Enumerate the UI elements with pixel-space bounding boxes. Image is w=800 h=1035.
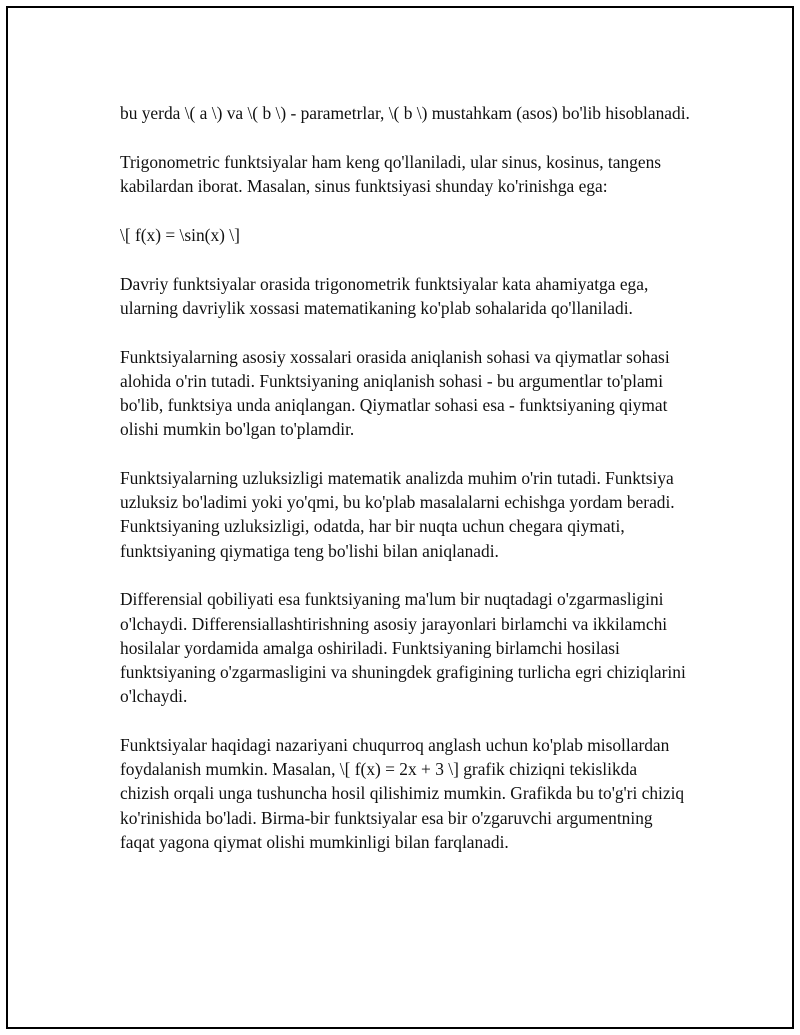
formula-sine: \[ f(x) = \sin(x) \] <box>120 224 240 245</box>
paragraph-domain-range: Funktsiyalarning asosiy xossalari orasida aniqlanish sohasi va qiymatlar sohasi alohida o'rin tutadi. Funktsiyaning aniqlanish sohasi - bu argumentlar to'plami bo'lib, funktsiya unda aniqlangan. Qiymatlar sohasi esa - funktsiyaning qiymat olishi mumkin bo'lgan to'plamdir. <box>120 346 670 440</box>
paragraph-continuity: Funktsiyalarning uzluksizligi matematik analizda muhim o'rin tutadi. Funktsiya uzluksiz bo'ladimi yoki yo'qmi, bu ko'plab masalalarni echishga yordam beradi. Funktsiyaning uzluksizligi, odatda, har bir nuqta uchun chegara qiymati, funktsiyaning qiymatiga teng bo'lishi bilan aniqlanadi. <box>120 468 675 561</box>
page-frame <box>6 6 794 1029</box>
paragraph-differential: Differensial qobiliyati esa funktsiyaning ma'lum bir nuqtadagi o'zgarmasligini o'lchaydi. Differensiallashtirishning asosiy jarayonlari birlamchi va ikkilamchi hosilalar yordamida amalga oshiriladi. Funktsiyaning birlamchi hosilasi funktsiyaning o'zgarmasligini va shuningdek grafigining turlicha egri chiziqlarini o'lchaydi. <box>120 589 686 707</box>
paragraph-periodic: Davriy funktsiyalar orasida trigonometrik funktsiyalar kata ahamiyatga ega, ularning davriylik xossasi matematikaning ko'plab sohalarida qo'llaniladi. <box>120 273 649 318</box>
paragraph-parameters: bu yerda \( a \) va \( b \) - parametrlar, \( b \) mustahkam (asos) bo'lib hisoblanadi. <box>120 103 690 123</box>
document-body <box>120 101 690 879</box>
paragraph-examples: Funktsiyalar haqidagi nazariyani chuqurroq anglash uchun ko'plab misollardan foydalanish mumkin. Masalan, \[ f(x) = 2x + 3 \] grafik chiziqni tekislikda chizish orqali unga tushuncha hosil qilishimiz mumkin. Grafikda bu to'g'ri chiziq ko'rinishida bo'ladi. Birma-bir funktsiyalar esa bir o'zgaruvchi argumentning faqat yagona qiymat olishi mumkinligi bilan farqlanadi. <box>120 735 685 852</box>
paragraph-trigonometric: Trigonometric funktsiyalar ham keng qo'llaniladi, ular sinus, kosinus, tangens kabilardan iborat. Masalan, sinus funktsiyasi shunday ko'rinishga ega: <box>120 151 662 196</box>
